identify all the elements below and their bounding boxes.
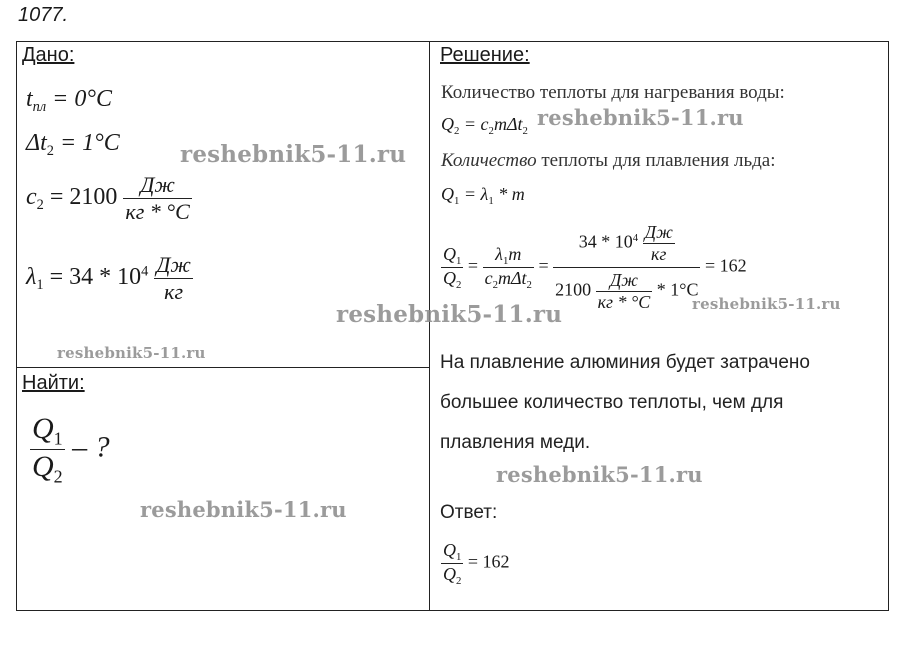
given-c2: $c_2 = 2100$ $\frac{Дж}{кг * ^\circ C}$ bbox=[26, 172, 190, 224]
formula-ratio: $\frac{Q_1}{Q_2}$ = $\frac{\lambda_1m}{c_2m\Delta t_2}$ = $34 * 10^4$ $\frac{Дж}{кг}$ 2100 $\frac{Дж}{кг * ^\circ C}$ * 1°C = 162 bbox=[443, 222, 747, 312]
problem-number: 1077. bbox=[18, 4, 69, 26]
row-divider bbox=[16, 367, 430, 368]
solution-line-2: Количество теплоты для плавления льда: bbox=[441, 150, 776, 171]
watermark: reshebnik5-11.ru bbox=[57, 344, 206, 362]
watermark: reshebnik5-11.ru bbox=[180, 141, 407, 168]
given-heading: Дано: bbox=[22, 44, 75, 66]
formula-q1: $Q_1 = \lambda_1 * m$ bbox=[441, 184, 525, 207]
watermark: reshebnik5-11.ru bbox=[496, 462, 703, 487]
watermark: reshebnik5-11.ru bbox=[140, 497, 347, 522]
formula-q2: $Q_2 = c_2m\Delta t_2$ bbox=[441, 114, 528, 137]
given-delta-t2: $\Delta t_2 = 1^\circ C$ bbox=[26, 130, 120, 160]
find-ratio: $\frac{Q_1}{Q_2}$ – ? bbox=[32, 412, 110, 487]
solution-line-1: Количество теплоты для нагревания воды: bbox=[441, 82, 785, 103]
answer-label: Ответ: bbox=[440, 502, 498, 523]
given-lambda1: $\lambda_1 = 34 * 10^4$ $\frac{Дж}{кг}$ bbox=[26, 252, 191, 304]
watermark: reshebnik5-11.ru bbox=[336, 301, 563, 328]
given-t-melt: $t_{пл} = 0^\circ C$ bbox=[26, 86, 112, 116]
conclusion-text: На плавление алюминия будет затрачено большее количество теплоты, чем для плавления меди. bbox=[440, 352, 810, 453]
answer-formula: $\frac{Q_1}{Q_2}$ = 162 bbox=[443, 540, 510, 587]
find-heading: Найти: bbox=[22, 372, 85, 394]
watermark: reshebnik5-11.ru bbox=[692, 295, 841, 313]
solution-heading: Решение: bbox=[440, 44, 530, 66]
watermark: reshebnik5-11.ru bbox=[537, 105, 744, 130]
